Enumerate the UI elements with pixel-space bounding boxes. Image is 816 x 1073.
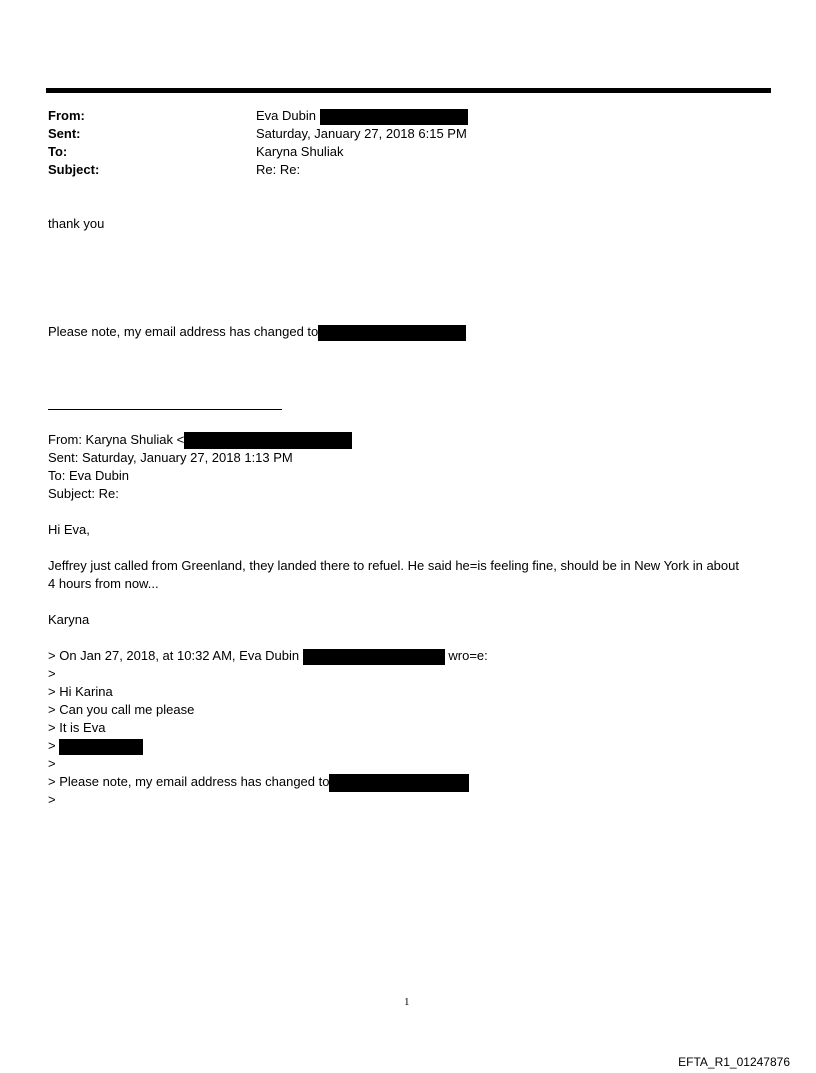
sent-value: Saturday, January 27, 2018 6:15 PM (256, 126, 467, 141)
body-email-note (48, 323, 466, 341)
quoted-it-is: > It is Eva (48, 720, 106, 735)
quoted-email-note-text: > Please note, my email address has changed to (48, 774, 330, 789)
bates-number: EFTA_R1_01247876 (678, 1055, 790, 1069)
quoted-to: To: Eva Dubin (48, 468, 129, 483)
subject-label: Subject: (48, 162, 100, 177)
quoted-subject: Subject: Re: (48, 486, 119, 501)
quoted-blank-2: > (48, 756, 56, 771)
quoted-intro-start: > On Jan 27, 2018, at 10:32 AM, Eva Dubin (48, 648, 300, 663)
reply-greeting: Hi Eva, (48, 522, 90, 537)
quoted-sent: Sent: Saturday, January 27, 2018 1:13 PM (48, 450, 293, 465)
sender-name: Eva Dubin (256, 108, 316, 123)
quoted-greeting: > Hi Karina (48, 684, 113, 699)
quoted-from (48, 431, 352, 449)
body-thank-you: thank you (48, 216, 105, 231)
reply-paragraph-line-1: Jeffrey just called from Greenland, they landed there to refuel. He said he=is feeling fine, should be in New York in about (48, 558, 739, 573)
sent-label: Sent: (48, 126, 81, 141)
from-value (256, 107, 468, 125)
to-value: Karyna Shuliak (256, 144, 344, 159)
page-number: 1 (404, 996, 410, 1008)
quoted-call: > Can you call me please (48, 702, 195, 717)
redaction-box (303, 649, 445, 665)
redaction-box (318, 325, 466, 341)
reply-signoff: Karyna (48, 612, 90, 627)
email-note-text: Please note, my email address has changed to (48, 324, 319, 339)
quote-marker: > (48, 738, 56, 753)
redaction-box (320, 109, 468, 125)
from-label: From: (48, 108, 85, 123)
quoted-email-note (48, 773, 469, 792)
quoted-from-text: From: Karyna Shuliak < (48, 432, 185, 447)
quoted-blank-3: > (48, 792, 56, 807)
separator-line (48, 409, 282, 410)
quoted-intro (48, 647, 488, 665)
quoted-redacted-line (48, 737, 143, 755)
redaction-box (184, 432, 352, 449)
quoted-blank-1: > (48, 666, 56, 681)
reply-paragraph-line-2: 4 hours from now... (48, 576, 159, 591)
subject-value: Re: Re: (256, 162, 301, 177)
quoted-intro-end: wro=e: (448, 648, 488, 663)
header-rule (46, 88, 771, 93)
to-label: To: (48, 144, 68, 159)
redaction-box (59, 739, 143, 755)
redaction-box (329, 774, 469, 792)
